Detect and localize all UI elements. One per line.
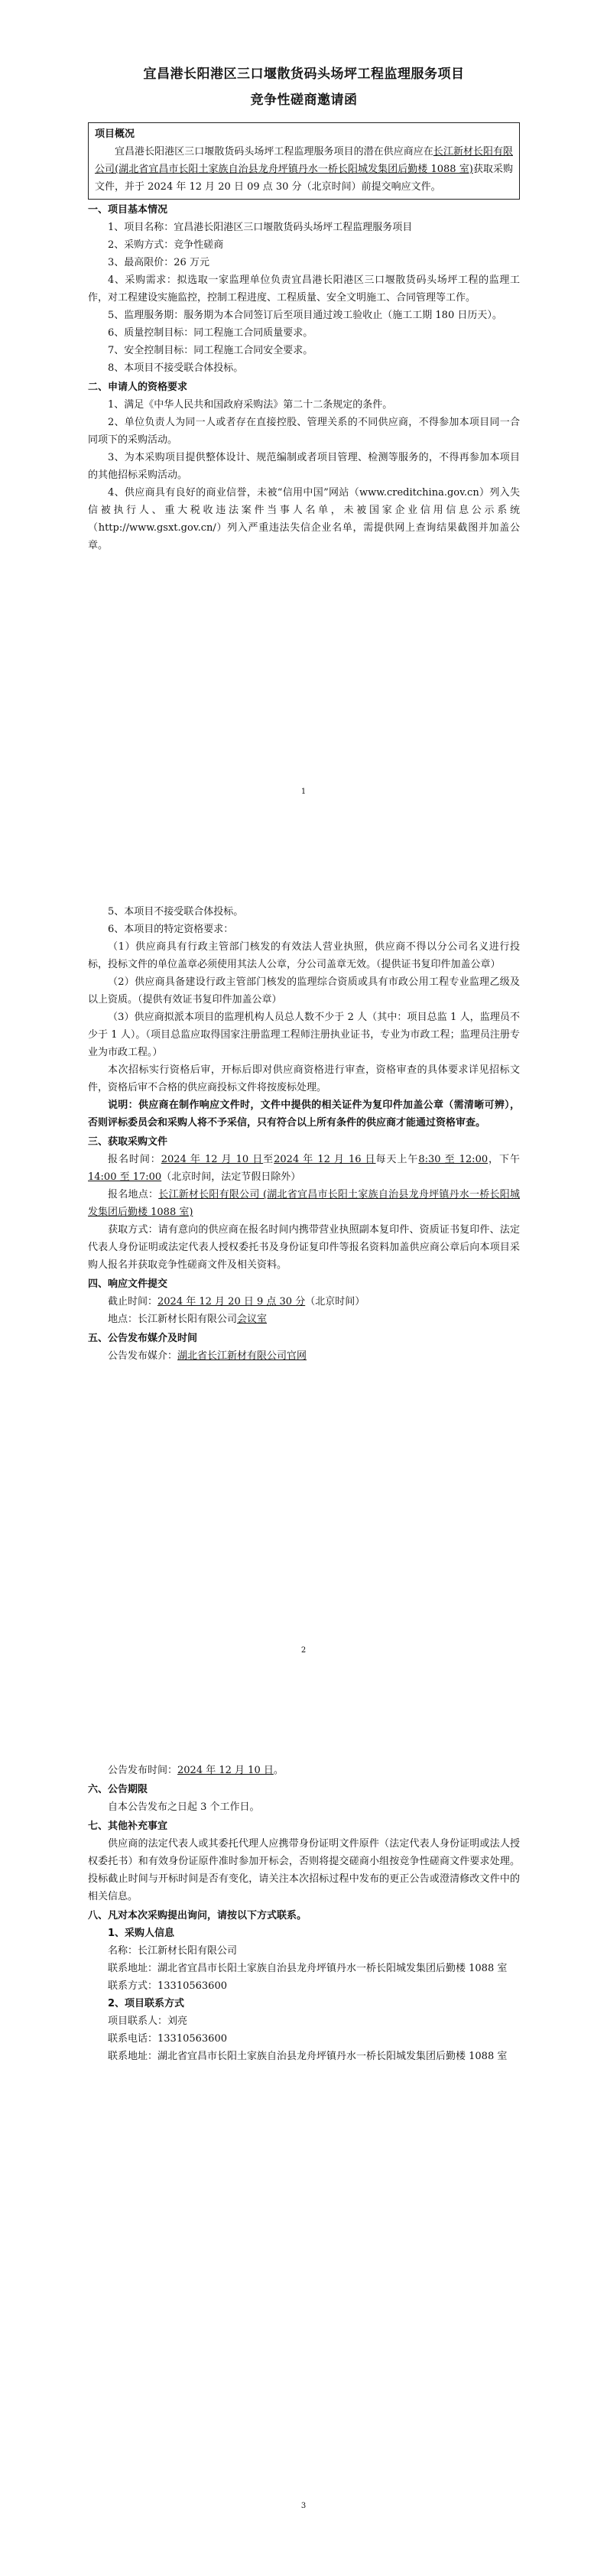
s8-addr: 联系地址：湖北省宜昌市长阳土家族自治县龙舟坪镇丹水一桥长阳城发集团后勤楼 1088 室	[108, 1963, 508, 1974]
section-2-heading: 二、申请人的资格要求	[88, 382, 188, 393]
media-link[interactable]: 湖北省长江新材有限公司官网	[177, 1350, 307, 1362]
s2-special: （3）供应商拟派本项目的监理机构人员总人数不少于 2 人（其中：项目总监 1 人，监理员不少于 1 人）。（项目总监应取得国家注册监理工程师注册执业证书，专业为市政工程；监理员注册专业为市政工程。）	[88, 1012, 520, 1058]
page-1	[0, 0, 607, 859]
s1-item: 3、最高限价：26 万元	[108, 257, 209, 268]
s3-time: 报名时间：2024 年 12 月 10 日至2024 年 12 月 16 日每天上午8:30 至 12:00，下午14:00 至 17:00（北京时间，法定节假日除外）	[88, 1154, 520, 1183]
page-number: 3	[300, 2502, 307, 2510]
s1-item: 6、质量控制目标：同工程施工合同质量要求。	[108, 327, 313, 339]
s6-text: 自本公告发布之日起 3 个工作日。	[108, 1801, 260, 1813]
overview-text: 宜昌港长阳港区三口堰散货码头场坪工程监理服务项目的潜在供应商应在长江新材长阳有限公司(湖北省宜昌市长阳土家族自治县龙舟坪镇丹水一桥长阳城发集团后勤楼 1088 室)获取采购文件，并于 2024 年 12 月 20 日 09 点 30 分（北京时间）前提交响应文件。	[95, 146, 513, 193]
s1-item: 7、安全控制目标：同工程施工合同安全要求。	[108, 345, 313, 356]
s5-date: 公告发布时间：2024 年 12 月 10 日。	[108, 1765, 284, 1776]
doc-subtitle: 竞争性磋商邀请函	[250, 93, 358, 108]
s2-note: 说明：供应商在制作响应文件时，文件中提供的相关证件为复印件加盖公章（需清晰可辨），否则评标委员会和采购人将不予采信，只有符合以上所有条件的供应商才能通过资格审查。	[88, 1100, 520, 1129]
overview-box	[88, 122, 520, 200]
s7-text: 供应商的法定代表人或其委托代理人应携带身份证明文件原件（法定代表人身份证明或法人授权委托书）和有效身份证原件准时参加开标会，否则将提交磋商小组按竞争性磋商文件要求处理。投标截止时间与开标时间是否有变化，请关注本次招标过程中发布的更正公告或澄清修改文件中的相关信息。	[88, 1838, 520, 1902]
page-2-content	[88, 903, 520, 1365]
s2-item: 2、单位负责人为同一人或者存在直接控股、管理关系的不同供应商，不得参加本项目同一合同项下的采购活动。	[88, 417, 520, 446]
page-3-content	[88, 1762, 520, 2065]
section-4-heading: 四、响应文件提交	[88, 1278, 168, 1290]
overview-heading: 项目概况	[95, 128, 135, 140]
s8-phone: 联系方式：13310563600	[108, 1980, 227, 1992]
s2-special: （2）供应商具备建设行政主管部门核发的监理综合资质或具有市政公用工程专业监理乙级及以上资质。（提供有效证书复印件加盖公章）	[88, 976, 520, 1005]
overview-link[interactable]: 长江新材长阳有限公司(湖北省宜昌市长阳土家族自治县龙舟坪镇丹水一桥长阳城发集团后勤楼 1088 室)	[95, 146, 513, 175]
s2-special: （1）供应商具有行政主管部门核发的有效法人营业执照，供应商不得以分公司名义进行投标，投标文件的单位盖章必须使用其法人公章，分公司盖章无效。（提供证书复印件加盖公章）	[88, 941, 520, 970]
s8-addr2: 联系地址：湖北省宜昌市长阳土家族自治县龙舟坪镇丹水一桥长阳城发集团后勤楼 1088 室	[108, 2051, 508, 2062]
s1-item: 1、项目名称：宜昌港长阳港区三口堰散货码头场坪工程监理服务项目	[108, 222, 413, 233]
s1-item: 2、采购方式：竞争性磋商	[108, 239, 224, 251]
section-8-heading: 八、凡对本次采购提出询问，请按以下方式联系。	[88, 1910, 307, 1921]
s2-item: 6、本项目的特定资格要求：	[108, 924, 234, 935]
s1-item: 5、监理服务期：服务期为本合同签订后至项目通过竣工验收止（施工工期 180 日历天）。	[108, 310, 502, 321]
s4-place: 地点：长江新材长阳有限公司会议室	[108, 1314, 268, 1325]
s2-item: 3、为本采购项目提供整体设计、规范编制或者项目管理、检测等服务的，不得再参加本项目的其他招标采购活动。	[88, 452, 520, 481]
s2-special: 本次招标实行资格后审，开标后即对供应商资格进行审查，资格审查的具体要求详见招标文件，资格后审不合格的供应商投标文件将按废标处理。	[88, 1064, 520, 1093]
section-6-heading: 六、公告期限	[88, 1784, 148, 1795]
s4-deadline: 截止时间：2024 年 12 月 20 日 9 点 30 分（北京时间）	[108, 1296, 365, 1307]
s1-item: 8、本项目不接受联合体投标。	[108, 362, 244, 374]
section-1-heading: 一、项目基本情况	[88, 204, 168, 216]
s2-item: 4、供应商具有良好的商业信誉，未被“信用中国”网站（www.creditchina.gov.cn）列入失信被执行人、重大税收违法案件当事人名单，未被国家企业信用信息公示系统（http://www.gsxt.gov.cn/）列入严重违法失信企业名单，需提供网上查询结果截图并加盖公章。	[88, 487, 520, 551]
s8-sub1: 1、采购人信息	[108, 1928, 175, 1939]
page-number: 2	[300, 1646, 307, 1655]
section-5-heading: 五、公告发布媒介及时间	[88, 1333, 198, 1344]
section-7-heading: 七、其他补充事宜	[88, 1821, 168, 1832]
s2-item: 5、本项目不接受联合体投标。	[108, 906, 244, 918]
page-3	[0, 1717, 607, 2576]
page-1-content	[88, 61, 520, 554]
s3-method: 获取方式：请有意向的供应商在报名时间内携带营业执照副本复印件、资质证书复印件、法定代表人身份证明或法定代表人授权委托书及身份证复印件等报名资料加盖供应商公章后向本项目采购人报名并获取竞争性磋商文件及相关资料。	[88, 1224, 520, 1271]
doc-title: 宜昌港长阳港区三口堰散货码头场坪工程监理服务项目	[143, 67, 465, 82]
section-3-heading: 三、获取采购文件	[88, 1136, 168, 1148]
page-number: 1	[300, 788, 307, 796]
s8-contact: 项目联系人：刘亮	[108, 2016, 188, 2027]
page-2	[0, 859, 607, 1717]
s1-item: 4、采购需求：拟选取一家监理单位负责宜昌港长阳港区三口堰散货码头场坪工程的监理工作，对工程建设实施监控，控制工程进度、工程质量、安全文明施工、合同管理等工作。	[88, 274, 520, 304]
s5-media: 公告发布媒介：湖北省长江新材有限公司官网	[108, 1350, 307, 1362]
s3-place: 报名地点：长江新材长阳有限公司 (湖北省宜昌市长阳土家族自治县龙舟坪镇丹水一桥长阳城发集团后勤楼 1088 室)	[88, 1189, 520, 1218]
s8-phone2: 联系电话：13310563600	[108, 2033, 227, 2045]
s2-item: 1、满足《中华人民共和国政府采购法》第二十二条规定的条件。	[108, 399, 393, 411]
s8-name: 名称：长江新材长阳有限公司	[108, 1945, 238, 1957]
s8-sub2: 2、项目联系方式	[108, 1998, 185, 2009]
